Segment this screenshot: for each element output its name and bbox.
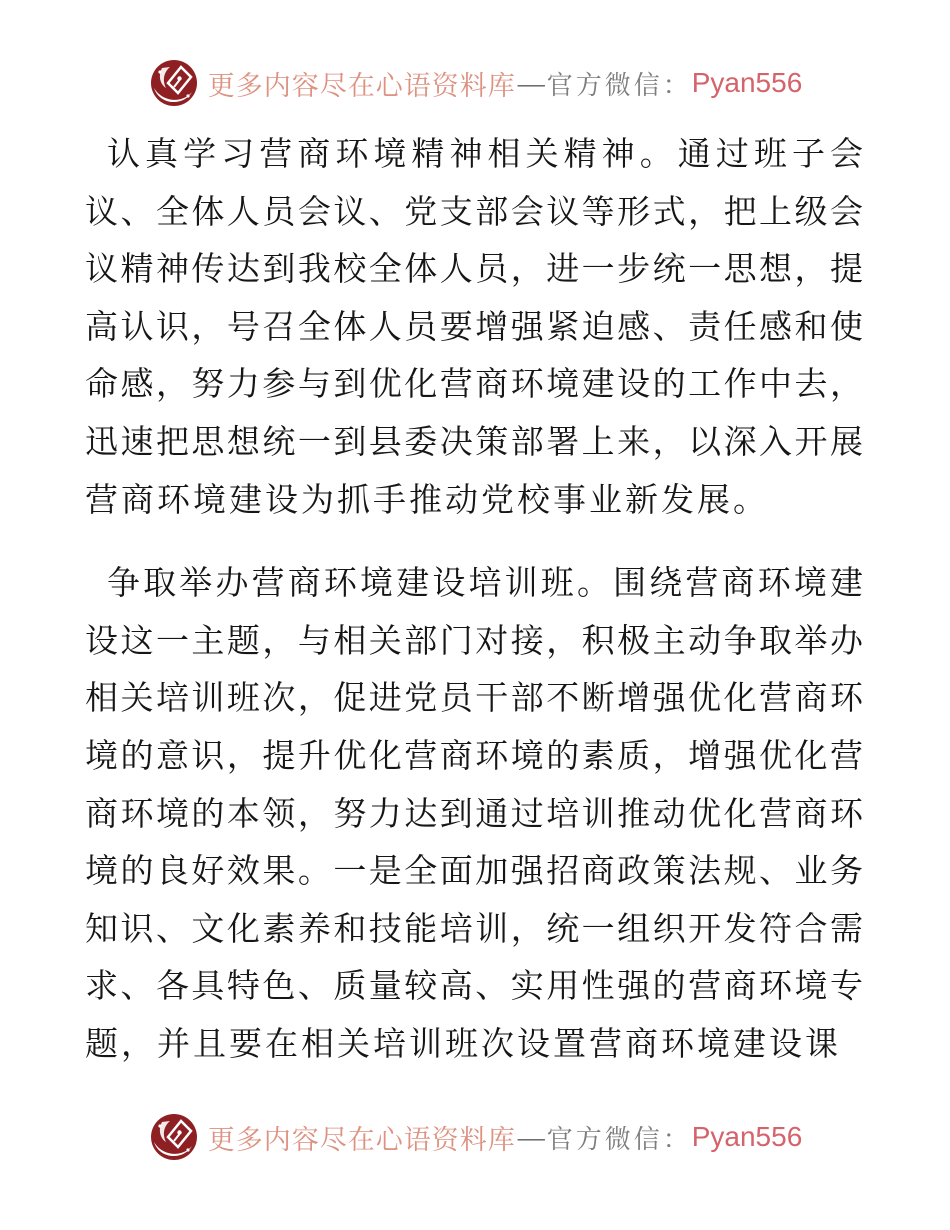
watermark-text: 更多内容尽在心语资料库 (207, 1124, 516, 1155)
footer-watermark (0, 1112, 950, 1162)
text-line: 境的意识，提升优化营商环境的素质，增强优化营 (85, 738, 865, 775)
wechat-label: 官方微信： (546, 70, 692, 100)
paragraph (85, 127, 865, 530)
text-line: 商环境的本领，努力达到通过培训推动优化营商环 (85, 796, 865, 833)
text-line: 议精神传达到我校全体人员，进一步统一思想，提 (85, 252, 865, 289)
text-line: 争取举办营商环境建设培训班。围绕营商环境建 (107, 566, 865, 603)
text-line: 认真学习营商环境精神相关精神。通过班子会 (107, 137, 865, 173)
text-line: 题，并且要在相关培训班次设置营商环境建设课 (85, 1026, 841, 1063)
text-line: 议、全体人员会议、党支部会议等形式，把上级会 (85, 194, 865, 231)
watermark-separator: — (517, 67, 545, 98)
text-line: 高认识，号召全体人员要增强紧迫感、责任感和使 (85, 309, 865, 346)
watermark-separator: — (517, 1121, 545, 1152)
text-line: 求、各具特色、质量较高、实用性强的营商环境专 (85, 969, 865, 1006)
pen-nib-circle-logo-icon (148, 1112, 200, 1162)
text-line: 境的良好效果。一是全面加强招商政策法规、业务 (85, 854, 865, 891)
text-line: 营商环境建设为抓手推动党校事业新发展。 (85, 482, 769, 519)
header-watermark (0, 58, 950, 108)
text-line: 命感，努力参与到优化营商环境建设的工作中去， (85, 367, 865, 404)
text-line: 设这一主题，与相关部门对接，积极主动争取举办 (85, 623, 865, 660)
text-line: 知识、文化素养和技能培训，统一组织开发符合需 (85, 911, 865, 948)
paragraph (85, 556, 865, 1074)
text-line: 相关培训班次，促进党员干部不断增强优化营商环 (85, 681, 865, 718)
wechat-id: Pyan556 (691, 67, 803, 98)
wechat-label: 官方微信： (546, 1124, 692, 1154)
wechat-id: Pyan556 (691, 1121, 803, 1152)
watermark-text: 更多内容尽在心语资料库 (207, 70, 516, 101)
pen-nib-circle-logo-icon (148, 58, 200, 108)
document-body (85, 127, 865, 1075)
text-line: 迅速把思想统一到县委决策部署上来，以深入开展 (85, 424, 865, 461)
